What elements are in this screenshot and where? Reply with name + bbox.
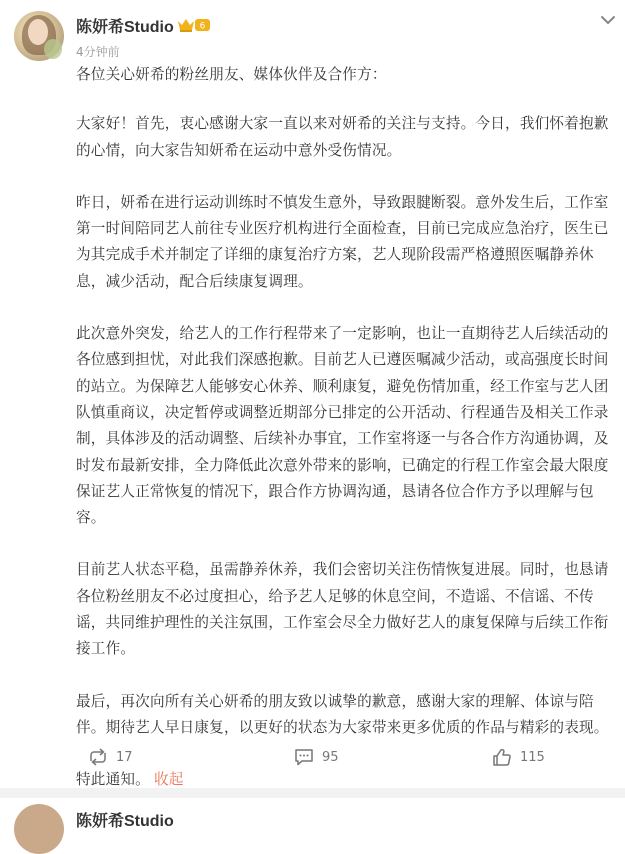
post-paragraph: 昨日，妍希在进行运动训练时不慎发生意外，导致跟腱断裂。意外发生后，工作室第一时间陪同艺人前往专业医疗机构进行全面检查，目前已完成应急治疗，医生已为其完成手术并制定了详细的康复治疗方案，艺人现阶段需严格遵照医嘱静养休息，减少活动，配合后续康复调理。 [76, 193, 609, 290]
thumbs-up-icon [492, 748, 512, 766]
chevron-down-icon[interactable] [598, 12, 618, 28]
like-button[interactable] [492, 748, 545, 766]
repost-button[interactable] [88, 748, 133, 766]
author-name[interactable]: 陈妍希Studio [76, 19, 174, 36]
comment-count: 95 [322, 749, 339, 765]
comment-button[interactable] [294, 748, 339, 766]
post-time[interactable]: 4分钟前 [76, 45, 120, 59]
comment-icon [294, 748, 314, 766]
post-greeting: 各位关心妍希的粉丝朋友、媒体伙伴及合作方： [76, 66, 387, 83]
svg-text:6: 6 [199, 21, 206, 32]
collapse-link[interactable]: 收起 [153, 771, 184, 789]
next-post-preview [0, 798, 625, 830]
like-count: 115 [520, 749, 545, 765]
post-paragraph: 目前艺人状态平稳，虽需静养休养，我们会密切关注伤情恢复进展。同时，也恳请各位粉丝朋友不必过度担心，给予艺人足够的休息空间，不造谣、不信谣、不传谣，共同维护理性的关注氛围，工作室会尽全力做好艺人的康复保障与后续工作衔接工作。 [76, 561, 609, 658]
post-closing: 特此通知。 [76, 771, 150, 789]
post-paragraph: 此次意外突发，给艺人的工作行程带来了一定影响，也让一直期待艺人后续活动的各位感到担忧，对此我们深感抱歉。目前艺人已遵医嘱减少活动，或高强度长时间的站立。为保障艺人能够安心休养、顺利康复，避免伤情加重，经工作室与艺人团队慎重商议，决定暂停或调整近期部分已排定的公开活动、行程通告及相关工作录制，具体涉及的活动调整、后续补办事宜，工作室将逐一与各合作方沟通协调，及时发布最新安排，全力降低此次意外带来的影响，已确定的行程工作室会最大限度保证艺人正常恢复的情况下，跟合作方协调沟通，恳请各位合作方予以理解与包容。 [76, 325, 609, 527]
repost-icon [88, 748, 108, 766]
post-divider [0, 788, 625, 798]
vip-crown-icon[interactable] [177, 17, 211, 33]
post-content [76, 62, 616, 820]
post-paragraph: 大家好！首先，衷心感谢大家一直以来对妍希的关注与支持。今日，我们怀着抱歉的心情，向大家告知妍希在运动中意外受伤情况。 [76, 115, 609, 159]
next-author-name[interactable]: 陈妍希Studio [76, 813, 174, 830]
repost-count: 17 [116, 749, 133, 765]
post-paragraph: 最后，再次向所有关心妍希的朋友致以诚挚的歉意，感谢大家的理解、体谅与陪伴。期待艺人早日康复，以更好的状态为大家带来更多优质的作品与精彩的表现。 [76, 692, 609, 736]
post-actions [0, 744, 625, 774]
next-author-avatar[interactable] [14, 804, 64, 854]
author-avatar[interactable] [14, 11, 64, 61]
